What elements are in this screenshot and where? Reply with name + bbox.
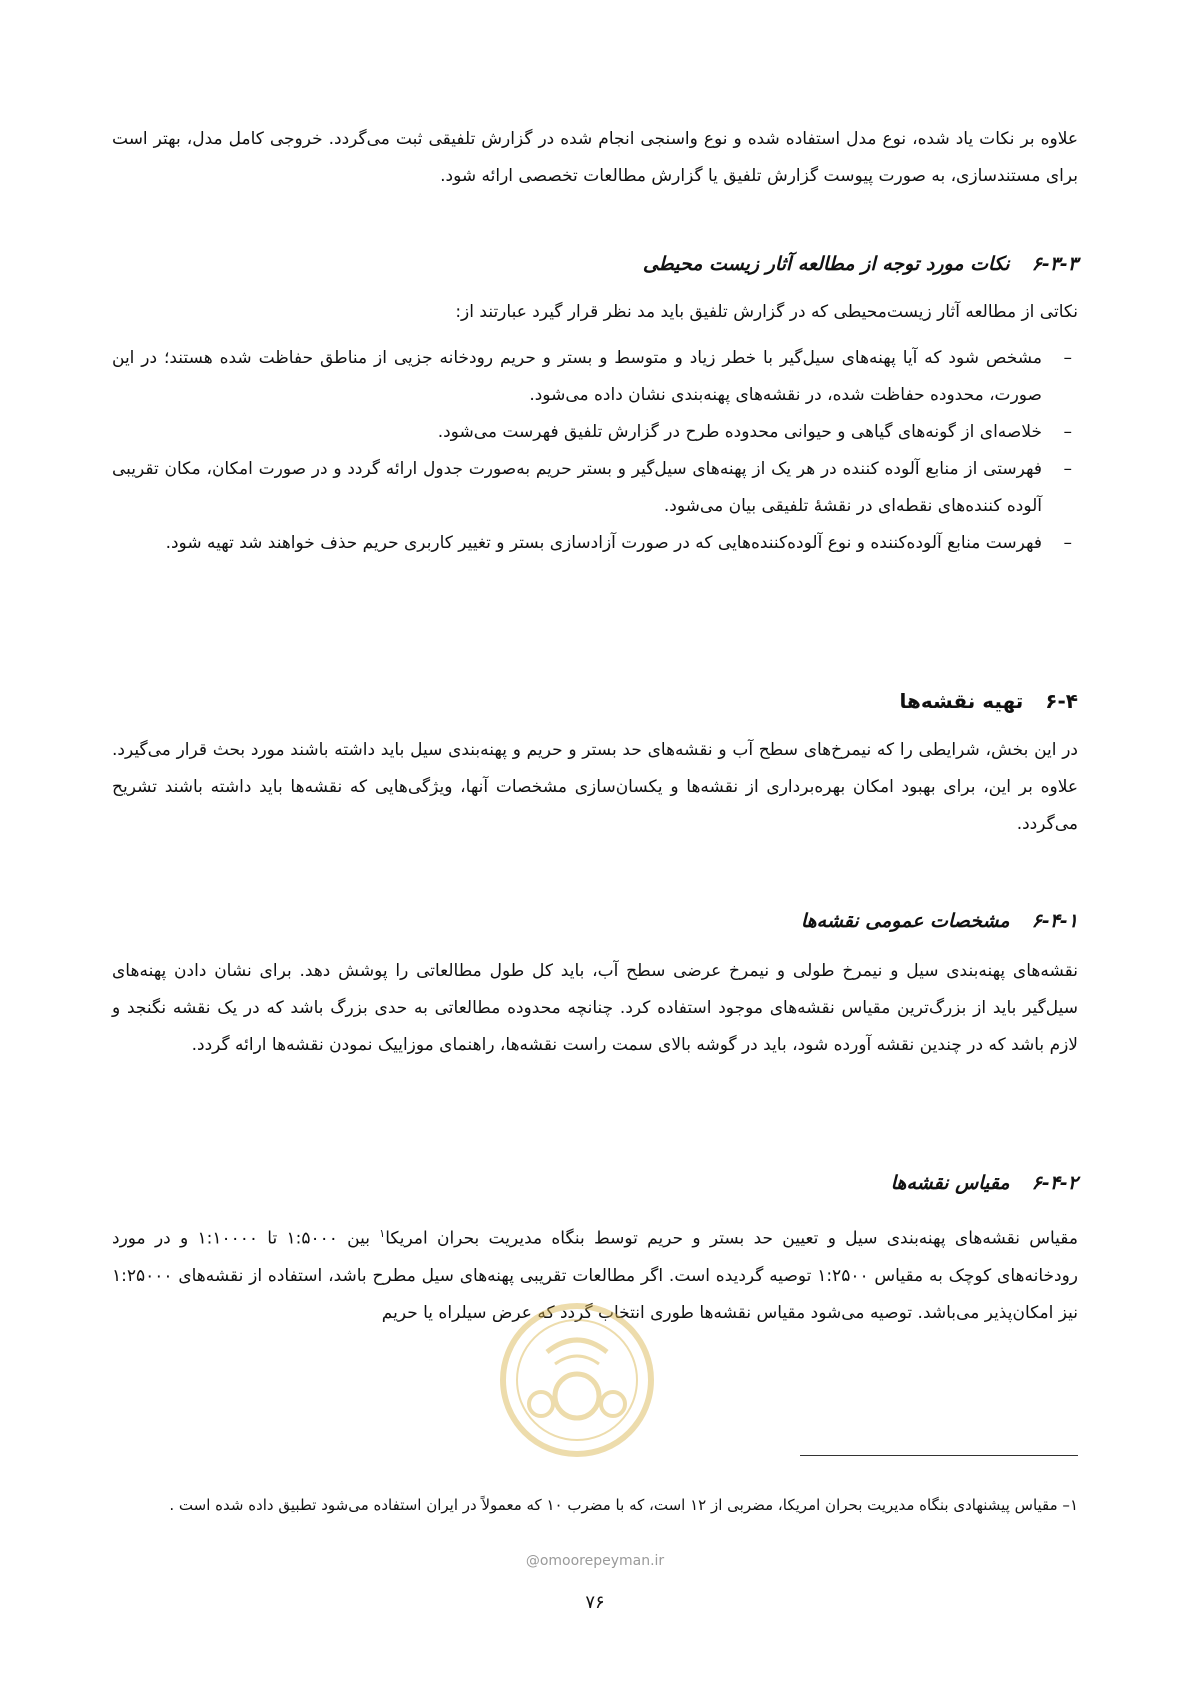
- footnote-divider: [800, 1455, 1078, 1456]
- section-number: ۶-۴-۱: [1031, 910, 1078, 932]
- footnote: ۱– مقیاس پیشنهادی بنگاه مدیریت بحران امریکا، مضربی از ۱۲ است، که با مضرب ۱۰ که معمولاً در ایران استفاده می‌شود تطبیق داده شده است .: [169, 1496, 1078, 1514]
- section-number: ۶-۳-۳: [1031, 253, 1078, 275]
- list-item-text: فهرستی از منابع آلوده کننده در هر یک از پهنه‌های سیل‌گیر و بستر حریم به‌صورت جدول ارائه گردد و در صورت امکان، مکان تقریبی آلوده کننده‌های نقطه‌ای در نقشهٔ تلفیقی بیان می‌شود.: [112, 459, 1042, 516]
- list-item-text: مشخص شود که آیا پهنه‌های سیل‌گیر با خطر زیاد و متوسط و بستر و حریم رودخانه جزیی از مناطق حفاظت شده هستند؛ در این صورت، محدوده حفاظت شده، در نقشه‌های پهنه‌بندی نشان داده می‌شود.: [112, 348, 1042, 405]
- section-number: ۶-۴: [1045, 689, 1078, 713]
- env-notes-list: [112, 340, 1078, 562]
- section-paragraph: نقشه‌های پهنه‌بندی سیل و نیمرخ طولی و نیمرخ عرضی سطح آب، باید کل طول مطالعاتی را پوشش دهد. برای نشان دادن پهنه‌های سیل‌گیر باید از بزرگ‌ترین مقیاس نقشه‌های موجود استفاده کرد. چنانچه محدوده مطالعاتی به حدی بزرگ باشد که در یک نقشه نگنجد و لازم باشد که در چندین نقشه آورده شود، باید در گوشه بالای سمت راست نقشه‌ها، راهنمای موزاییک نمودن نقشه‌ها ارائه گردد.: [112, 961, 1078, 1055]
- dash-bullet-icon: –: [1063, 422, 1072, 442]
- page-number: ۷۶: [585, 1592, 605, 1613]
- section-heading-6-4-1: [801, 910, 1078, 932]
- section-title: تهیه نقشه‌ها: [899, 689, 1024, 713]
- section-number: ۶-۴-۲: [1031, 1172, 1078, 1194]
- section-title: نکات مورد توجه از مطالعه آثار زیست محیطی: [642, 253, 1010, 275]
- section-heading-6-4-2: [891, 1172, 1078, 1194]
- section-title: مقیاس نقشه‌ها: [890, 1172, 1010, 1194]
- dash-bullet-icon: –: [1063, 459, 1072, 479]
- dash-bullet-icon: –: [1063, 533, 1072, 553]
- list-item-text: خلاصه‌ای از گونه‌های گیاهی و حیوانی محدوده طرح در گزارش تلفیق فهرست می‌شود.: [437, 422, 1042, 442]
- list-item: [112, 414, 1078, 451]
- paragraph-text: مقیاس نقشه‌های پهنه‌بندی سیل و تعیین حد بستر و حریم توسط بنگاه مدیریت بحران امریکا: [385, 1228, 1079, 1249]
- section-heading-6-4: [900, 689, 1078, 713]
- section-paragraph: در این بخش، شرایطی را که نیمرخ‌های سطح آب و نقشه‌های حد بستر و حریم و پهنه‌بندی سیل باید داشته باشند مورد بحث قرار می‌گیرد. علاوه بر این، برای بهبود امکان بهره‌برداری از نقشه‌ها و یکسان‌سازی مشخصات آنها، ویژگی‌هایی که نقشه‌ها باید داشته باشند تشریح می‌گردد.: [112, 740, 1078, 834]
- intro-paragraph: علاوه بر نکات یاد شده، نوع مدل استفاده شده و نوع واسنجی انجام شده در گزارش تلفیقی ثبت می‌گردد. خروجی کامل مدل، بهتر است برای مستندسازی، به صورت پیوست گزارش تلفیق یا گزارش مطالعات تخصصی ارائه شود.: [112, 129, 1078, 186]
- list-item: [112, 340, 1078, 414]
- watermark-seal-icon: [497, 1300, 657, 1460]
- list-item: [112, 525, 1078, 562]
- footnote-reference[interactable]: ۱: [379, 1227, 386, 1240]
- dash-bullet-icon: –: [1063, 348, 1072, 368]
- watermark-text: @omoorepeyman.ir: [525, 1553, 665, 1569]
- section-heading-6-3-3: [643, 253, 1078, 275]
- section-title: مشخصات عمومی نقشه‌ها: [800, 910, 1010, 932]
- list-item: [112, 451, 1078, 525]
- list-item-text: فهرست منابع آلوده‌کننده و نوع آلوده‌کننده‌هایی که در صورت آزادسازی بستر و تغییر کاربری حریم حذف خواهند شد تهیه شود.: [165, 533, 1042, 553]
- section-lead-paragraph: نکاتی از مطالعه آثار زیست‌محیطی که در گزارش تلفیق باید مد نظر قرار گیرد عبارتند از:: [455, 302, 1078, 322]
- paragraph-text: بین ۱:۵۰۰۰ تا ۱:۱۰۰۰۰ و در مورد رودخانه‌های کوچک به مقیاس ۱:۲۵۰۰ توصیه گردیده است. اگر مطالعات تقریبی پهنه‌های سیل مطرح باشد، استفاده از نقشه‌های ۱:۲۵۰۰۰ نیز امکان‌پذیر می‌باشد. توصیه می‌شود مقیاس نقشه‌ها طوری انتخاب گردد که عرض سیلراه یا حریم: [112, 1228, 1078, 1323]
